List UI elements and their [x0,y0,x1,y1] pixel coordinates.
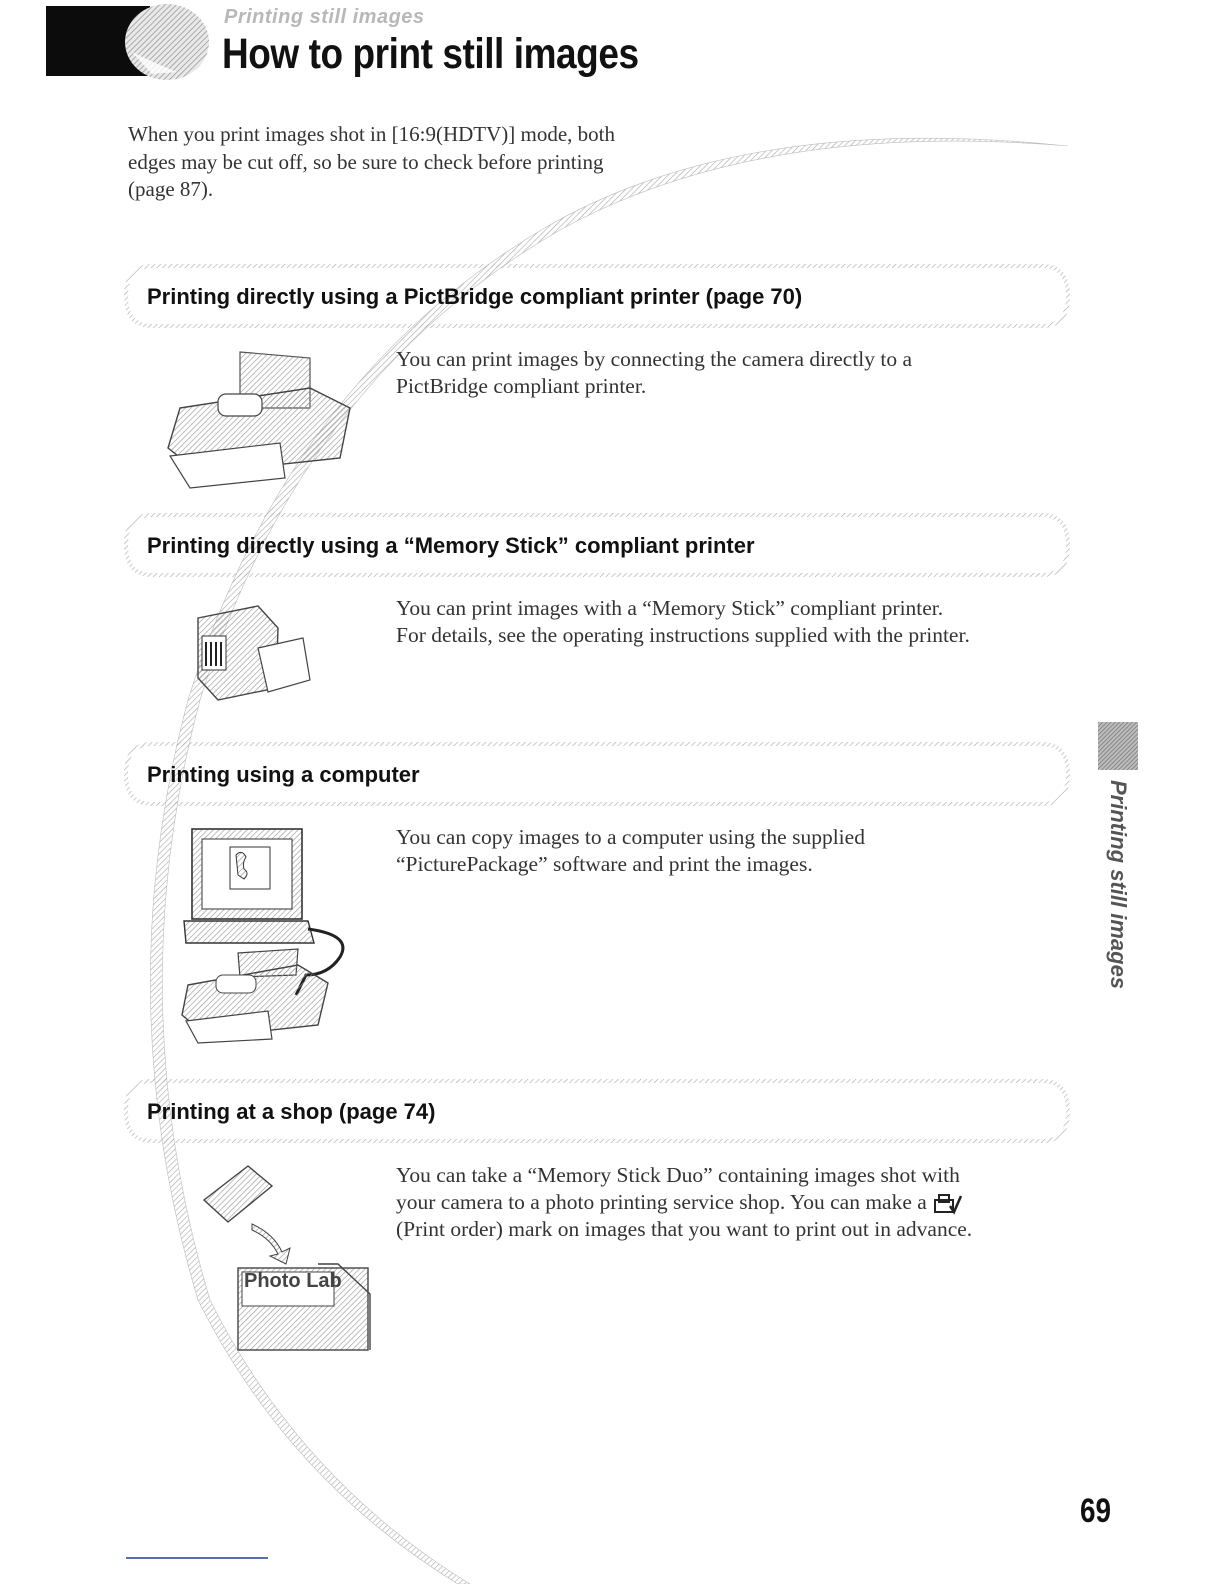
section-label: Printing still images [224,6,425,28]
shop-text-line1: You can take a “Memory Stick Duo” containing images shot with [396,1163,960,1187]
memory-stick-text-line1: You can print images with a “Memory Stick” compliant printer. [396,596,944,620]
side-tab-text: Printing still images [1106,780,1131,990]
photo-lab-sign: Photo Lab [244,1270,342,1292]
page-number: 69 [1080,1492,1112,1530]
side-tab-label [1098,780,1138,1000]
page-title: How to print still images [222,30,639,78]
footer-rule [126,1557,268,1559]
section-title-pictbridge: Printing directly using a PictBridge compliant printer (page 70) [147,284,803,309]
shop-text-line3: (Print order) mark on images that you want to print out in advance. [396,1217,973,1241]
pictbridge-printer-illustration [160,348,360,498]
computer-text-line2: “PicturePackage” software and print the images. [396,852,813,876]
memory-stick-printer-illustration [188,588,318,706]
side-tab-block [1098,722,1138,770]
memory-stick-text-line2: For details, see the operating instructions supplied with the printer. [396,623,970,647]
section-title-shop: Printing at a shop (page 74) [147,1099,436,1124]
shop-text-line2-words: your camera to a photo printing service shop. You can make a [396,1190,927,1214]
photo-lab-shop-illustration [198,1164,374,1354]
shop-text-line2 [396,1189,962,1217]
computer-text-line1: You can copy images to a computer using the supplied [396,825,865,849]
section-title-memory-stick: Printing directly using a “Memory Stick” compliant printer [147,533,755,558]
section-title-computer: Printing using a computer [147,762,420,787]
pictbridge-text-line2: PictBridge compliant printer. [396,374,647,398]
intro-paragraph: When you print images shot in [16:9(HDTV)] mode, both edges may be cut off, so be sure to check before printing (page 87). [128,122,615,201]
laptop-and-printer-illustration [178,825,358,1045]
print-order-icon [932,1192,962,1216]
pictbridge-text-line1: You can print images by connecting the camera directly to a [396,347,913,371]
